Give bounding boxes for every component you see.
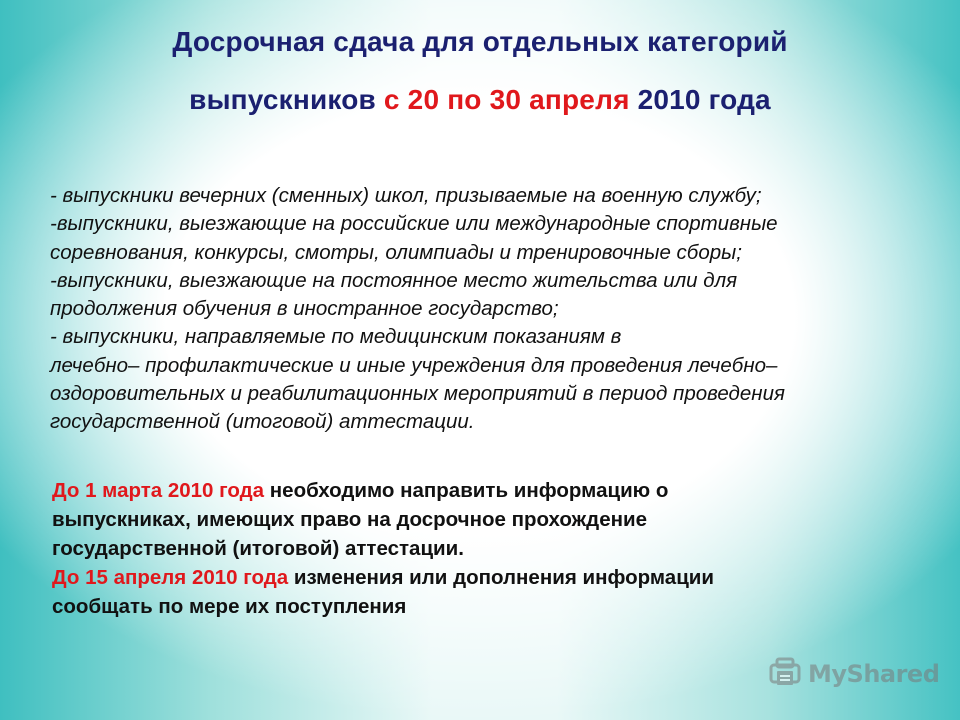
deadline-note-1-cont: государственной (итоговой) аттестации. (52, 537, 464, 560)
deadline-note-1: До 1 марта 2010 года необходимо направить информацию о (52, 479, 669, 502)
myshared-logo-icon (768, 656, 802, 693)
slide-title-line-1: Досрочная сдача для отдельных категорий (172, 26, 788, 57)
slide-title-line-2 (0, 84, 960, 116)
deadlines-block (52, 476, 922, 621)
title-prefix: выпускников (189, 84, 384, 115)
title-dates: с 20 по 30 апреля (383, 84, 630, 115)
deadline-note-2-cont: сообщать по мере их поступления (52, 595, 407, 618)
deadline-date-1: До 1 марта 2010 года (52, 479, 265, 502)
list-item: -выпускники, выезжающие на постоянное место жительства или для (50, 268, 738, 292)
watermark-text: MyShared (808, 660, 940, 688)
list-item: -выпускники, выезжающие на российские или международные спортивные (50, 212, 778, 236)
list-item: продолжения обучения в иностранное государство; (50, 297, 559, 321)
deadline-date-2: До 15 апреля 2010 года (52, 566, 289, 589)
list-item: лечебно– профилактические и иные учреждения для проведения лечебно– (50, 353, 778, 377)
list-item: соревнования, конкурсы, смотры, олимпиады и тренировочные сборы; (50, 240, 742, 264)
list-item: государственной (итоговой) аттестации. (50, 410, 475, 434)
myshared-watermark (768, 656, 939, 692)
list-item: - выпускники, направляемые по медицинским показаниям в (50, 325, 622, 349)
title-year: 2010 года (629, 84, 771, 115)
deadline-note-2: До 15 апреля 2010 года изменения или дополнения информации (52, 566, 714, 589)
list-item: оздоровительных и реабилитационных мероприятий в период проведения (50, 382, 785, 406)
graduate-categories-list (50, 182, 920, 437)
deadline-note-1-cont: выпускниках, имеющих право на досрочное прохождение (52, 508, 647, 531)
list-item: - выпускники вечерних (сменных) школ, призываемые на военную службу; (50, 184, 762, 207)
